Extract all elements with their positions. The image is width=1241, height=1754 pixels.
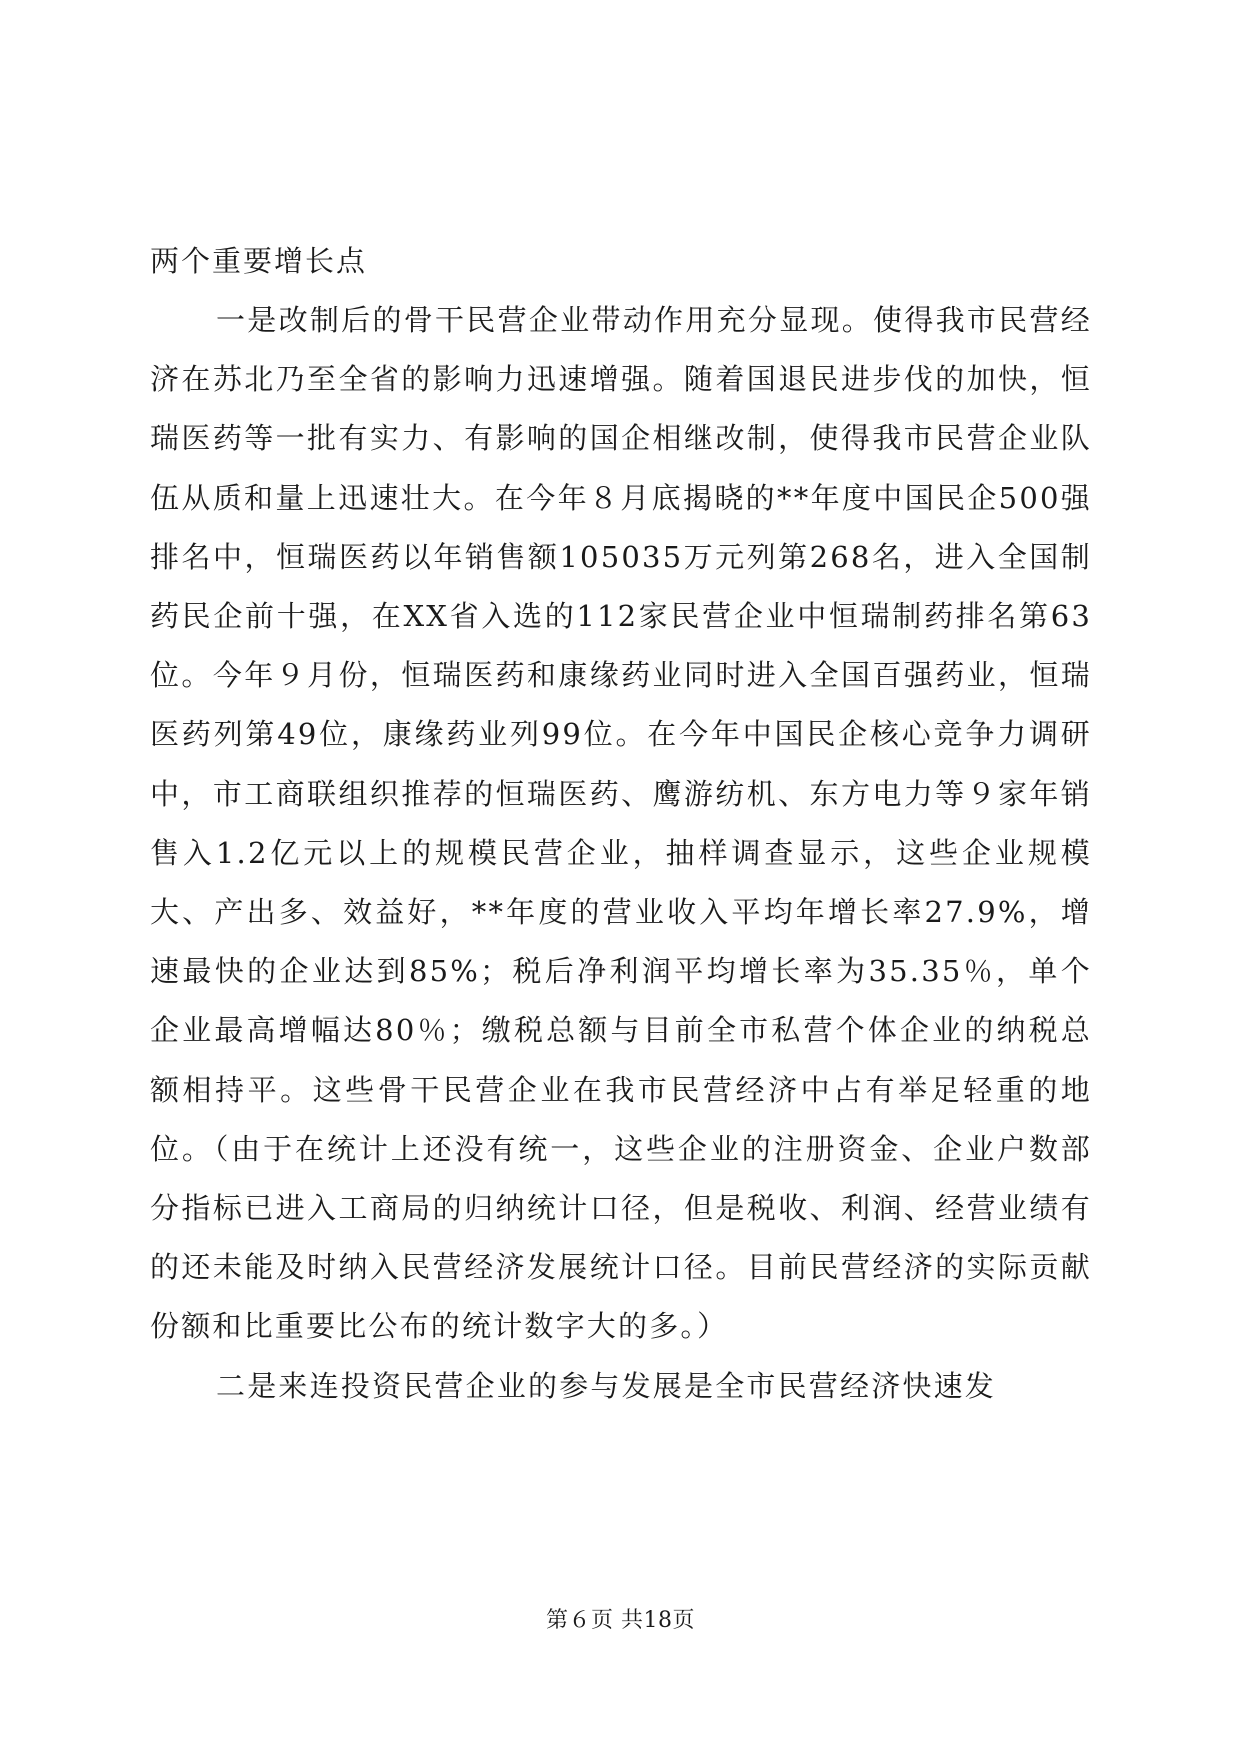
paragraph-1: 一是改制后的骨干民营企业带动作用充分显现。使得我市民营经济在苏北乃至全省的影响力迅速增强。随着国退民进步伐的加快，恒瑞医药等一批有实力、有影响的国企相继改制，使得我市民营企业队伍从质和量上迅速壮大。在今年８月底揭晓的**年度中国民企500强排名中，恒瑞医药以年销售额105035万元列第268名，进入全国制药民企前十强，在XX省入选的112家民营企业中恒瑞制药排名第63位。今年９月份，恒瑞医药和康缘药业同时进入全国百强药业，恒瑞医药列第49位，康缘药业列99位。在今年中国民企核心竞争力调研中，市工商联组织推荐的恒瑞医药、鹰游纺机、东方电力等９家年销售入1.2亿元以上的规模民营企业，抽样调查显示，这些企业规模大、产出多、效益好，**年度的营业收入平均年增长率27.9%，增速最快的企业达到85%；税后净利润平均增长率为35.35％，单个企业最高增幅达80％；缴税总额与目前全市私营个体企业的纳税总额相持平。这些骨干民营企业在我市民营经济中占有举足轻重的地位。（由于在统计上还没有统一，这些企业的注册资金、企业户数部分指标已进入工商局的归纳统计口径，但是税收、利润、经营业绩有的还未能及时纳入民营经济发展统计口径。目前民营经济的实际贡献份额和比重要比公布的统计数字大的多。） (150, 303, 1092, 1344)
document-body (150, 232, 1092, 1416)
paragraph-2: 二是来连投资民营企业的参与发展是全市民营经济快速发 (216, 1368, 997, 1403)
page-number-footer: 第６页 共18页 (546, 1608, 695, 1633)
section-heading: 两个重要增长点 (150, 244, 368, 278)
